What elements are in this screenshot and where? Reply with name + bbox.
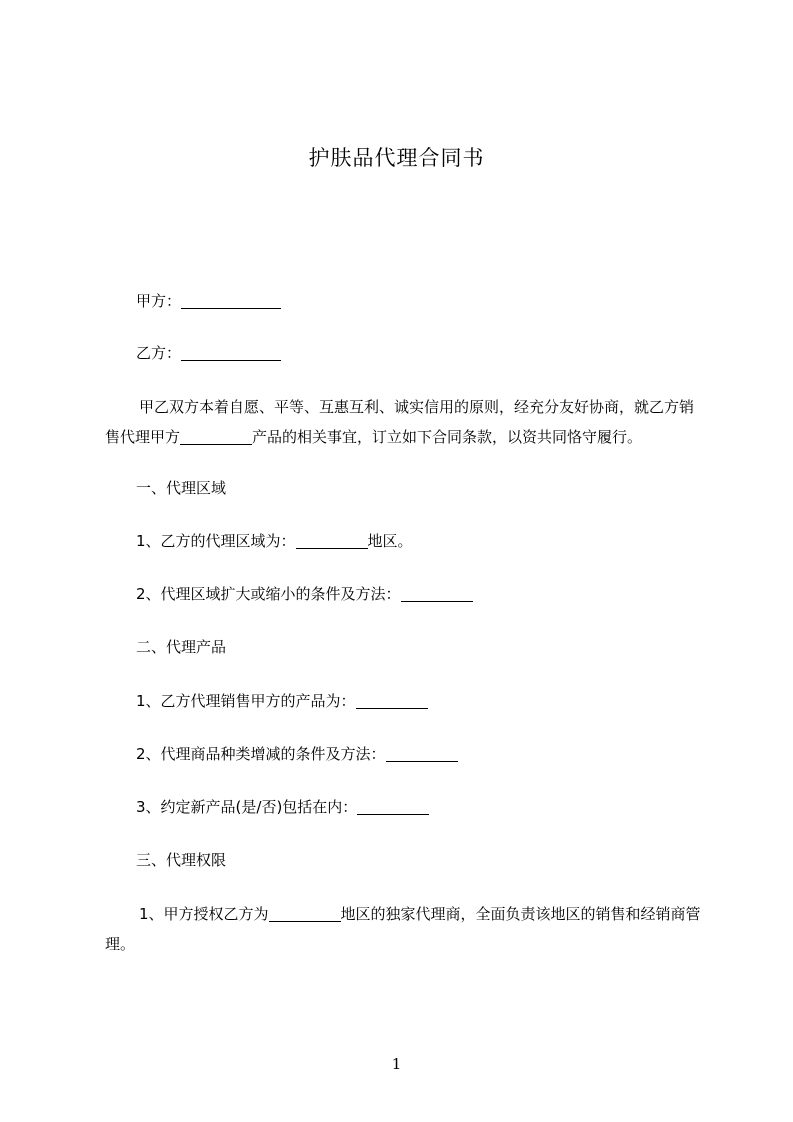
section-2-item-2-text: 2、代理商品种类增减的条件及方法：: [136, 745, 386, 763]
intro-text-before: 甲乙双方本着自愿、平等、互惠互利、诚实信用的原则，经充分友好协商，就乙方销售代理甲方: [105, 398, 695, 446]
intro-paragraph: [105, 392, 705, 452]
section-2-item-3: [136, 792, 736, 822]
section-2-item-1-blank[interactable]: [356, 690, 428, 709]
party-a-line: [136, 286, 736, 316]
section-2-item-3-text: 3、约定新产品(是/否)包括在内：: [136, 798, 358, 816]
section-2-item-3-blank[interactable]: [357, 796, 429, 815]
section-3-item-1: [105, 899, 705, 959]
section-1-item-2-text: 2、代理区域扩大或缩小的条件及方法：: [136, 585, 401, 603]
section-1-item-1-blank[interactable]: [296, 530, 368, 549]
party-b-line: [136, 338, 736, 368]
section-3-item-1-before: 1、甲方授权乙方为: [139, 905, 269, 923]
party-a-blank[interactable]: [181, 290, 281, 309]
section-2-heading: 二、代理产品: [136, 638, 227, 656]
page-number: 1: [391, 1055, 402, 1073]
section-1-heading: 一、代理区域: [136, 479, 227, 497]
section-3-item-1-blank[interactable]: [269, 903, 341, 922]
section-2-item-1: [136, 686, 736, 716]
section-1-item-2-blank[interactable]: [401, 583, 473, 602]
section-2-item-2: [136, 739, 736, 769]
party-b-label: 乙方：: [136, 344, 182, 362]
section-2-item-2-blank[interactable]: [386, 743, 458, 762]
section-3-heading: 三、代理权限: [136, 851, 227, 869]
section-1-item-1-after: 地区。: [367, 532, 413, 550]
section-1-item-1: [136, 526, 736, 556]
intro-text-after: 产品的相关事宜，订立如下合同条款，以资共同恪守履行。: [252, 428, 643, 446]
document-title: 护肤品代理合同书: [308, 146, 485, 170]
section-2-item-1-text: 1、乙方代理销售甲方的产品为：: [136, 692, 356, 710]
party-a-label: 甲方：: [136, 292, 182, 310]
section-1-item-1-before: 1、乙方的代理区域为：: [136, 532, 296, 550]
party-b-blank[interactable]: [181, 342, 281, 361]
intro-product-blank[interactable]: [180, 426, 252, 445]
section-3-item-1-after: 地区的独家代理商，全面负责该地区的销售和经销商管理。: [105, 905, 701, 953]
section-1-item-2: [136, 579, 736, 609]
